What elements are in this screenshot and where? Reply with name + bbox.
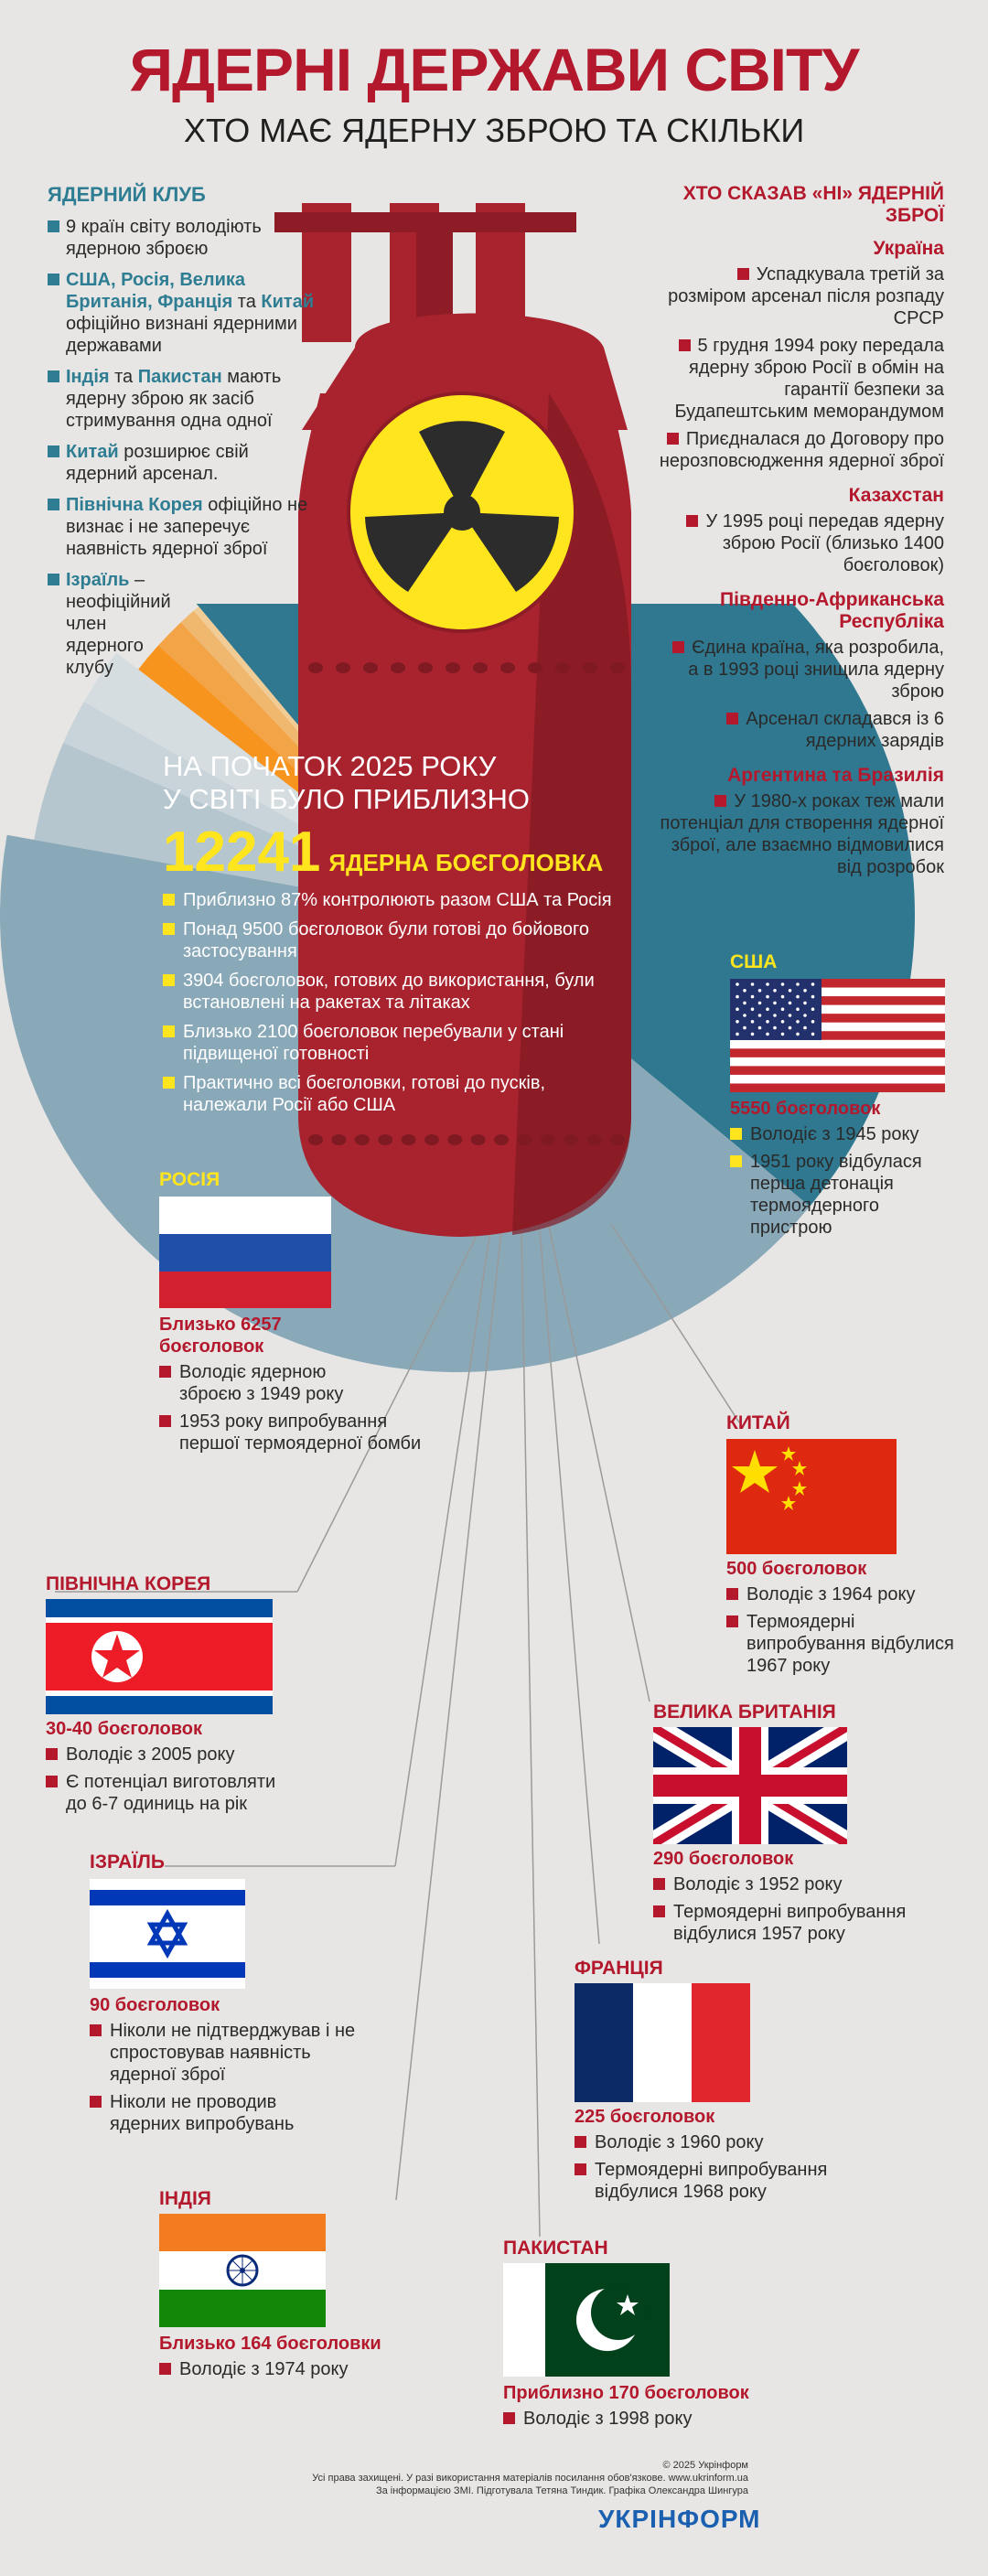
said-no-heading: ХТО СКАЗАВ «НІ» ЯДЕРНІЙ ЗБРОЇ — [682, 183, 944, 226]
india-info — [159, 2333, 424, 2386]
yellow-bullet-icon — [730, 1128, 742, 1140]
red-bullet-icon — [714, 795, 726, 807]
center-bullet: Близько 2100 боєголовок перебували у стані підвищеної готовності — [163, 1021, 620, 1065]
red-bullet-icon — [679, 339, 691, 351]
red-bullet-icon — [159, 1366, 171, 1378]
teal-bullet-icon — [48, 499, 59, 510]
nk-count: 30-40 боєголовок — [46, 1719, 203, 1739]
france-fact: Володіє з 1960 року — [575, 2131, 849, 2153]
india-name: ІНДІЯ — [159, 2188, 211, 2209]
uk-flag — [653, 1727, 847, 1844]
fact-item: Арсенал складався із 6 ядерних зарядів — [659, 708, 944, 752]
red-bullet-icon — [90, 2096, 102, 2108]
nk-info — [46, 1718, 293, 1820]
russia-fact: 1953 року випробування першої термоядерної бомби — [159, 1411, 435, 1454]
center-bullet: 3904 боєголовок, готових до використання, були встановлені на ракетах та літаках — [163, 970, 620, 1014]
uk-count: 290 боєголовок — [653, 1849, 794, 1869]
china-flag — [726, 1439, 897, 1554]
club-item: США, Росія, Велика Британія, Франція та Китай офіційно визнані ядерними державами — [48, 269, 322, 357]
red-bullet-icon — [726, 713, 738, 724]
red-bullet-icon — [46, 1776, 58, 1787]
yellow-bullet-icon — [163, 923, 175, 935]
france-fact: Термоядерні випробування відбулися 1968 року — [575, 2159, 860, 2203]
country-kazakhstan: Казахстан — [848, 485, 944, 506]
usa-count: 5550 боєголовок — [730, 1099, 881, 1119]
israel-flag — [90, 1879, 245, 1989]
yellow-bullet-icon — [163, 974, 175, 986]
center-bullet: Приблизно 87% контролюють разом США та Росія — [163, 889, 620, 911]
connector-pakistan — [521, 1230, 540, 2237]
intro-line-2: У СВІТІ БУЛО ПРИБЛИЗНО — [163, 783, 530, 815]
total-warheads: 12241 — [163, 821, 321, 884]
russia-fact: Володіє ядерною зброєю з 1949 року — [159, 1361, 381, 1405]
red-bullet-icon — [653, 1878, 665, 1890]
china-count: 500 боєголовок — [726, 1559, 867, 1579]
usa-fact: 1951 року відбулася перша детонація термоядерного пристрою — [730, 1151, 933, 1239]
nuclear-club-section — [48, 183, 322, 688]
yellow-bullet-icon — [730, 1155, 742, 1167]
intro-line-1: НА ПОЧАТОК 2025 РОКУ — [163, 750, 497, 782]
pakistan-flag — [503, 2263, 670, 2377]
center-bullets — [163, 889, 620, 1123]
russia-flag — [159, 1197, 331, 1308]
india-fact: Володіє з 1974 року — [159, 2358, 424, 2380]
nk-fact: Є потенціал виготовляти до 6-7 одиниць на рік — [46, 1771, 295, 1815]
club-item: Китай розширює свій ядерний арсенал. — [48, 441, 322, 485]
china-fact: Термоядерні випробування відбулися 1967 року — [726, 1611, 957, 1677]
france-count: 225 боєголовок — [575, 2107, 715, 2127]
israel-count: 90 боєголовок — [90, 1995, 220, 2015]
teal-bullet-icon — [48, 574, 59, 585]
said-no-section — [659, 183, 944, 884]
red-bullet-icon — [667, 433, 679, 445]
center-bullet: Практично всі боєголовки, готові до пусків, належали Росії або США — [163, 1072, 620, 1116]
club-item: Індія та Пакистан мають ядерну зброю як засіб стримування одна одної — [48, 366, 322, 432]
red-bullet-icon — [159, 2363, 171, 2375]
teal-bullet-icon — [48, 274, 59, 285]
china-fact: Володіє з 1964 року — [726, 1583, 964, 1605]
red-bullet-icon — [726, 1615, 738, 1627]
pakistan-fact: Володіє з 1998 року — [503, 2408, 778, 2430]
usa-fact: Володіє з 1945 року — [730, 1123, 950, 1145]
uk-name: ВЕЛИКА БРИТАНІЯ — [653, 1701, 836, 1723]
usa-flag — [730, 979, 945, 1092]
red-bullet-icon — [46, 1748, 58, 1760]
red-bullet-icon — [575, 2163, 586, 2175]
red-bullet-icon — [90, 2024, 102, 2036]
israel-info — [90, 1994, 355, 2141]
uk-info — [653, 1848, 928, 1950]
pakistan-info — [503, 2382, 778, 2435]
club-item: 9 країн світу володіють ядерною зброєю — [48, 216, 322, 260]
pakistan-count: Приблизно 170 боєголовок — [503, 2383, 749, 2403]
ukrinform-logo: УКРІНФОРМ — [598, 2505, 761, 2533]
yellow-bullet-icon — [163, 1025, 175, 1037]
red-bullet-icon — [726, 1588, 738, 1600]
red-bullet-icon — [653, 1905, 665, 1917]
israel-name: ІЗРАЇЛЬ — [90, 1852, 165, 1873]
india-flag — [159, 2214, 326, 2327]
pakistan-name: ПАКИСТАН — [503, 2238, 608, 2259]
fact-item: Єдина країна, яка розробила, а в 1993 році знищила ядерну зброю — [659, 637, 944, 703]
usa-info — [730, 1098, 950, 1244]
uk-fact: Володіє з 1952 року — [653, 1873, 928, 1895]
footer-copyright: © 2025 Укрінформ — [662, 2460, 748, 2471]
yellow-bullet-icon — [163, 1077, 175, 1089]
fact-item: Успадкувала третій за розміром арсенал після розпаду СРСР — [668, 264, 944, 328]
teal-bullet-icon — [48, 220, 59, 232]
fact-item: У 1980-х роках теж мали потенціал для створення ядерної зброї, але взаємно відмовилися від розробок — [660, 791, 944, 877]
center-summary — [163, 750, 675, 885]
red-bullet-icon — [503, 2412, 515, 2424]
russia-name: РОСІЯ — [159, 1169, 220, 1190]
club-item: Ізраїль – неофіційний член ядерного клубу — [48, 569, 185, 679]
page-title: ЯДЕРНІ ДЕРЖАВИ СВІТУ — [129, 36, 859, 103]
fact-item: Приєдналася до Договору про нерозповсюдження ядерної зброї — [659, 429, 944, 471]
usa-name: США — [730, 951, 778, 972]
uk-fact: Термоядерні випробування відбулися 1957 року — [653, 1901, 939, 1945]
red-bullet-icon — [686, 515, 698, 527]
footer — [236, 2459, 748, 2497]
total-warheads-label: ЯДЕРНА БОЄГОЛОВКА — [328, 849, 604, 876]
red-bullet-icon — [737, 268, 749, 280]
france-info — [575, 2106, 849, 2208]
china-info — [726, 1558, 964, 1682]
india-count: Близько 164 боєголовки — [159, 2334, 381, 2354]
yellow-bullet-icon — [163, 894, 175, 906]
nk-fact: Володіє з 2005 року — [46, 1744, 293, 1766]
country-ukraine: Україна — [873, 238, 944, 259]
israel-fact: Ніколи не проводив ядерних випробувань — [90, 2091, 329, 2135]
red-bullet-icon — [672, 641, 684, 653]
fact-item: 5 грудня 1994 року передала ядерну зброю Росії в обмін на гарантії безпеки за Будапештським меморандумом — [674, 336, 944, 422]
france-flag — [575, 1983, 750, 2102]
red-bullet-icon — [159, 1415, 171, 1427]
teal-bullet-icon — [48, 370, 59, 382]
country-argentina-brazil: Аргентина та Бразилія — [727, 765, 944, 786]
footer-rights: Усі права захищені. У разі використання матеріалів посилання обов'язкове. www.ukrinform.ua — [312, 2473, 748, 2484]
russia-info — [159, 1314, 452, 1460]
center-bullet: Понад 9500 боєголовок були готові до бойового застосування — [163, 918, 620, 962]
country-south-africa: Південно-Африканська Республіка — [720, 589, 944, 632]
france-name: ФРАНЦІЯ — [575, 1958, 663, 1979]
fact-item: У 1995 році передав ядерну зброю Росії (близько 1400 боєголовок) — [659, 510, 944, 576]
nk-flag — [46, 1599, 273, 1714]
nuclear-club-heading: ЯДЕРНИЙ КЛУБ — [48, 183, 206, 206]
israel-fact: Ніколи не підтверджував і не спростовував наявність ядерної зброї — [90, 2020, 357, 2086]
nk-name: ПІВНІЧНА КОРЕЯ — [46, 1573, 211, 1594]
china-name: КИТАЙ — [726, 1412, 790, 1433]
footer-credits: За інформацією ЗМІ. Підготувала Тетяна Тиндик. Графіка Олександра Шингура — [375, 2485, 748, 2496]
page-subtitle: ХТО МАЄ ЯДЕРНУ ЗБРОЮ ТА СКІЛЬКИ — [183, 112, 805, 149]
teal-bullet-icon — [48, 445, 59, 457]
red-bullet-icon — [575, 2136, 586, 2148]
club-item: Північна Корея офіційно не визнає і не заперечує наявність ядерної зброї — [48, 494, 322, 560]
russia-count: Близько 6257 боєголовок — [159, 1315, 282, 1357]
